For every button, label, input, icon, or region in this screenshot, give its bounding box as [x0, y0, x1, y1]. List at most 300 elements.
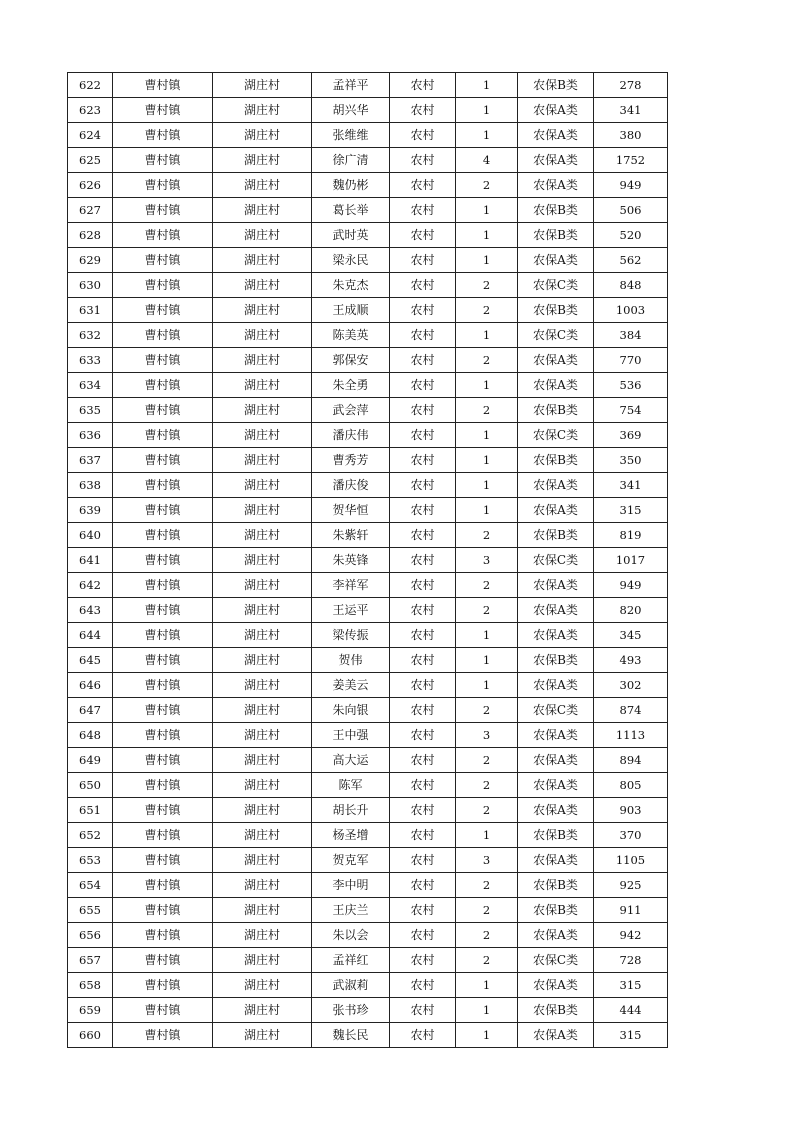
name-cell: 胡兴华 [312, 98, 390, 123]
amount-cell: 345 [594, 623, 668, 648]
people-count-cell: 2 [456, 398, 518, 423]
row-number-cell: 660 [68, 1023, 113, 1048]
amount-cell: 1752 [594, 148, 668, 173]
amount-cell: 903 [594, 798, 668, 823]
village-cell: 湖庄村 [213, 898, 312, 923]
town-cell: 曹村镇 [113, 698, 213, 723]
town-cell: 曹村镇 [113, 523, 213, 548]
people-count-cell: 2 [456, 523, 518, 548]
row-number-cell: 655 [68, 898, 113, 923]
household-type-cell: 农村 [390, 98, 456, 123]
village-cell: 湖庄村 [213, 748, 312, 773]
town-cell: 曹村镇 [113, 648, 213, 673]
people-count-cell: 2 [456, 748, 518, 773]
category-cell: 农保A类 [518, 798, 594, 823]
amount-cell: 820 [594, 598, 668, 623]
amount-cell: 370 [594, 823, 668, 848]
people-count-cell: 1 [456, 123, 518, 148]
name-cell: 李中明 [312, 873, 390, 898]
amount-cell: 315 [594, 498, 668, 523]
amount-cell: 949 [594, 573, 668, 598]
row-number-cell: 657 [68, 948, 113, 973]
category-cell: 农保A类 [518, 848, 594, 873]
village-cell: 湖庄村 [213, 423, 312, 448]
household-type-cell: 农村 [390, 673, 456, 698]
row-number-cell: 652 [68, 823, 113, 848]
category-cell: 农保B类 [518, 523, 594, 548]
town-cell: 曹村镇 [113, 273, 213, 298]
amount-cell: 1105 [594, 848, 668, 873]
category-cell: 农保B类 [518, 898, 594, 923]
people-count-cell: 1 [456, 373, 518, 398]
amount-cell: 562 [594, 248, 668, 273]
people-count-cell: 2 [456, 948, 518, 973]
town-cell: 曹村镇 [113, 898, 213, 923]
row-number-cell: 649 [68, 748, 113, 773]
people-count-cell: 1 [456, 1023, 518, 1048]
household-type-cell: 农村 [390, 898, 456, 923]
table-row [68, 248, 668, 273]
people-count-cell: 1 [456, 223, 518, 248]
table-row [68, 273, 668, 298]
town-cell: 曹村镇 [113, 748, 213, 773]
town-cell: 曹村镇 [113, 848, 213, 873]
row-number-cell: 650 [68, 773, 113, 798]
people-count-cell: 1 [456, 248, 518, 273]
category-cell: 农保B类 [518, 398, 594, 423]
table-row [68, 648, 668, 673]
town-cell: 曹村镇 [113, 673, 213, 698]
row-number-cell: 632 [68, 323, 113, 348]
people-count-cell: 1 [456, 623, 518, 648]
town-cell: 曹村镇 [113, 73, 213, 98]
table-row [68, 998, 668, 1023]
table-row [68, 173, 668, 198]
row-number-cell: 643 [68, 598, 113, 623]
table-row [68, 498, 668, 523]
village-cell: 湖庄村 [213, 798, 312, 823]
town-cell: 曹村镇 [113, 98, 213, 123]
people-count-cell: 2 [456, 298, 518, 323]
table-row [68, 98, 668, 123]
name-cell: 王成顺 [312, 298, 390, 323]
town-cell: 曹村镇 [113, 873, 213, 898]
people-count-cell: 2 [456, 798, 518, 823]
town-cell: 曹村镇 [113, 923, 213, 948]
table-row [68, 698, 668, 723]
amount-cell: 493 [594, 648, 668, 673]
table-row [68, 398, 668, 423]
table-row [68, 548, 668, 573]
table-row [68, 348, 668, 373]
name-cell: 曹秀芳 [312, 448, 390, 473]
name-cell: 朱全勇 [312, 373, 390, 398]
row-number-cell: 656 [68, 923, 113, 948]
people-count-cell: 1 [456, 323, 518, 348]
amount-cell: 380 [594, 123, 668, 148]
name-cell: 张维维 [312, 123, 390, 148]
category-cell: 农保A类 [518, 173, 594, 198]
category-cell: 农保B类 [518, 73, 594, 98]
row-number-cell: 636 [68, 423, 113, 448]
amount-cell: 1003 [594, 298, 668, 323]
people-count-cell: 1 [456, 423, 518, 448]
row-number-cell: 628 [68, 223, 113, 248]
village-cell: 湖庄村 [213, 248, 312, 273]
name-cell: 朱克杰 [312, 273, 390, 298]
row-number-cell: 629 [68, 248, 113, 273]
row-number-cell: 626 [68, 173, 113, 198]
household-type-cell: 农村 [390, 473, 456, 498]
amount-cell: 805 [594, 773, 668, 798]
people-count-cell: 1 [456, 998, 518, 1023]
table-row [68, 748, 668, 773]
household-type-cell: 农村 [390, 323, 456, 348]
household-type-cell: 农村 [390, 498, 456, 523]
people-count-cell: 2 [456, 573, 518, 598]
town-cell: 曹村镇 [113, 198, 213, 223]
town-cell: 曹村镇 [113, 398, 213, 423]
household-type-cell: 农村 [390, 373, 456, 398]
row-number-cell: 627 [68, 198, 113, 223]
village-cell: 湖庄村 [213, 698, 312, 723]
household-type-cell: 农村 [390, 448, 456, 473]
category-cell: 农保A类 [518, 123, 594, 148]
village-cell: 湖庄村 [213, 323, 312, 348]
village-cell: 湖庄村 [213, 673, 312, 698]
category-cell: 农保A类 [518, 573, 594, 598]
table-row [68, 723, 668, 748]
category-cell: 农保A类 [518, 748, 594, 773]
table-row [68, 948, 668, 973]
row-number-cell: 645 [68, 648, 113, 673]
town-cell: 曹村镇 [113, 773, 213, 798]
amount-cell: 1113 [594, 723, 668, 748]
town-cell: 曹村镇 [113, 723, 213, 748]
household-type-cell: 农村 [390, 398, 456, 423]
category-cell: 农保A类 [518, 248, 594, 273]
row-number-cell: 635 [68, 398, 113, 423]
table-body [68, 73, 668, 1048]
village-cell: 湖庄村 [213, 873, 312, 898]
people-count-cell: 1 [456, 198, 518, 223]
amount-cell: 874 [594, 698, 668, 723]
table-row [68, 473, 668, 498]
category-cell: 农保A类 [518, 148, 594, 173]
table-row [68, 823, 668, 848]
name-cell: 孟祥红 [312, 948, 390, 973]
category-cell: 农保B类 [518, 873, 594, 898]
household-type-cell: 农村 [390, 523, 456, 548]
people-count-cell: 1 [456, 73, 518, 98]
table-row [68, 598, 668, 623]
amount-cell: 925 [594, 873, 668, 898]
amount-cell: 894 [594, 748, 668, 773]
name-cell: 李祥军 [312, 573, 390, 598]
name-cell: 魏仍彬 [312, 173, 390, 198]
people-count-cell: 1 [456, 823, 518, 848]
table-row [68, 523, 668, 548]
table-row [68, 223, 668, 248]
table-row [68, 773, 668, 798]
name-cell: 武会萍 [312, 398, 390, 423]
town-cell: 曹村镇 [113, 123, 213, 148]
household-type-cell: 农村 [390, 73, 456, 98]
village-cell: 湖庄村 [213, 948, 312, 973]
village-cell: 湖庄村 [213, 273, 312, 298]
village-cell: 湖庄村 [213, 723, 312, 748]
people-count-cell: 1 [456, 473, 518, 498]
household-type-cell: 农村 [390, 698, 456, 723]
people-count-cell: 1 [456, 448, 518, 473]
category-cell: 农保C类 [518, 698, 594, 723]
village-cell: 湖庄村 [213, 973, 312, 998]
name-cell: 梁永民 [312, 248, 390, 273]
table-row [68, 448, 668, 473]
town-cell: 曹村镇 [113, 598, 213, 623]
household-type-cell: 农村 [390, 873, 456, 898]
amount-cell: 942 [594, 923, 668, 948]
household-type-cell: 农村 [390, 148, 456, 173]
name-cell: 魏长民 [312, 1023, 390, 1048]
row-number-cell: 640 [68, 523, 113, 548]
name-cell: 胡长升 [312, 798, 390, 823]
village-cell: 湖庄村 [213, 498, 312, 523]
row-number-cell: 659 [68, 998, 113, 1023]
people-count-cell: 3 [456, 848, 518, 873]
household-type-cell: 农村 [390, 173, 456, 198]
town-cell: 曹村镇 [113, 998, 213, 1023]
category-cell: 农保A类 [518, 473, 594, 498]
table-row [68, 898, 668, 923]
table-row [68, 673, 668, 698]
row-number-cell: 654 [68, 873, 113, 898]
table-row [68, 423, 668, 448]
household-type-cell: 农村 [390, 848, 456, 873]
category-cell: 农保A类 [518, 498, 594, 523]
name-cell: 王运平 [312, 598, 390, 623]
people-count-cell: 1 [456, 648, 518, 673]
name-cell: 朱紫轩 [312, 523, 390, 548]
household-type-cell: 农村 [390, 548, 456, 573]
town-cell: 曹村镇 [113, 498, 213, 523]
village-cell: 湖庄村 [213, 773, 312, 798]
table-row [68, 798, 668, 823]
household-type-cell: 农村 [390, 598, 456, 623]
name-cell: 杨圣增 [312, 823, 390, 848]
household-type-cell: 农村 [390, 998, 456, 1023]
village-cell: 湖庄村 [213, 923, 312, 948]
category-cell: 农保A类 [518, 98, 594, 123]
town-cell: 曹村镇 [113, 323, 213, 348]
amount-cell: 819 [594, 523, 668, 548]
row-number-cell: 653 [68, 848, 113, 873]
amount-cell: 315 [594, 973, 668, 998]
village-cell: 湖庄村 [213, 98, 312, 123]
amount-cell: 1017 [594, 548, 668, 573]
amount-cell: 444 [594, 998, 668, 1023]
amount-cell: 848 [594, 273, 668, 298]
row-number-cell: 639 [68, 498, 113, 523]
town-cell: 曹村镇 [113, 298, 213, 323]
row-number-cell: 637 [68, 448, 113, 473]
category-cell: 农保B类 [518, 198, 594, 223]
name-cell: 葛长举 [312, 198, 390, 223]
name-cell: 贺华恒 [312, 498, 390, 523]
table-row [68, 848, 668, 873]
name-cell: 梁传振 [312, 623, 390, 648]
category-cell: 农保A类 [518, 723, 594, 748]
name-cell: 陈军 [312, 773, 390, 798]
row-number-cell: 622 [68, 73, 113, 98]
village-cell: 湖庄村 [213, 1023, 312, 1048]
amount-cell: 350 [594, 448, 668, 473]
category-cell: 农保C类 [518, 423, 594, 448]
table-row [68, 373, 668, 398]
category-cell: 农保B类 [518, 223, 594, 248]
people-count-cell: 2 [456, 698, 518, 723]
category-cell: 农保C类 [518, 323, 594, 348]
town-cell: 曹村镇 [113, 223, 213, 248]
people-count-cell: 2 [456, 873, 518, 898]
table-row [68, 573, 668, 598]
amount-cell: 369 [594, 423, 668, 448]
table-row [68, 323, 668, 348]
village-cell: 湖庄村 [213, 123, 312, 148]
people-count-cell: 3 [456, 723, 518, 748]
amount-cell: 384 [594, 323, 668, 348]
household-type-cell: 农村 [390, 948, 456, 973]
category-cell: 农保A类 [518, 973, 594, 998]
household-type-cell: 农村 [390, 648, 456, 673]
village-cell: 湖庄村 [213, 348, 312, 373]
town-cell: 曹村镇 [113, 148, 213, 173]
people-count-cell: 3 [456, 548, 518, 573]
amount-cell: 754 [594, 398, 668, 423]
name-cell: 徐广清 [312, 148, 390, 173]
row-number-cell: 634 [68, 373, 113, 398]
town-cell: 曹村镇 [113, 798, 213, 823]
people-count-cell: 2 [456, 773, 518, 798]
amount-cell: 536 [594, 373, 668, 398]
town-cell: 曹村镇 [113, 573, 213, 598]
household-type-cell: 农村 [390, 348, 456, 373]
village-cell: 湖庄村 [213, 848, 312, 873]
village-cell: 湖庄村 [213, 398, 312, 423]
people-count-cell: 2 [456, 173, 518, 198]
category-cell: 农保A类 [518, 923, 594, 948]
people-count-cell: 1 [456, 673, 518, 698]
name-cell: 潘庆俊 [312, 473, 390, 498]
name-cell: 朱英锋 [312, 548, 390, 573]
row-number-cell: 658 [68, 973, 113, 998]
village-cell: 湖庄村 [213, 623, 312, 648]
amount-cell: 341 [594, 98, 668, 123]
table-row [68, 923, 668, 948]
people-count-cell: 1 [456, 498, 518, 523]
category-cell: 农保C类 [518, 273, 594, 298]
name-cell: 贺克军 [312, 848, 390, 873]
household-type-cell: 农村 [390, 623, 456, 648]
village-cell: 湖庄村 [213, 73, 312, 98]
town-cell: 曹村镇 [113, 348, 213, 373]
category-cell: 农保A类 [518, 598, 594, 623]
village-cell: 湖庄村 [213, 173, 312, 198]
table-row [68, 873, 668, 898]
household-type-cell: 农村 [390, 423, 456, 448]
household-type-cell: 农村 [390, 923, 456, 948]
amount-cell: 949 [594, 173, 668, 198]
village-cell: 湖庄村 [213, 223, 312, 248]
name-cell: 武时英 [312, 223, 390, 248]
row-number-cell: 631 [68, 298, 113, 323]
row-number-cell: 641 [68, 548, 113, 573]
village-cell: 湖庄村 [213, 198, 312, 223]
household-type-cell: 农村 [390, 298, 456, 323]
village-cell: 湖庄村 [213, 573, 312, 598]
village-cell: 湖庄村 [213, 548, 312, 573]
town-cell: 曹村镇 [113, 473, 213, 498]
category-cell: 农保B类 [518, 648, 594, 673]
table-row [68, 73, 668, 98]
name-cell: 高大运 [312, 748, 390, 773]
household-type-cell: 农村 [390, 773, 456, 798]
name-cell: 张书珍 [312, 998, 390, 1023]
village-cell: 湖庄村 [213, 448, 312, 473]
category-cell: 农保A类 [518, 1023, 594, 1048]
row-number-cell: 648 [68, 723, 113, 748]
amount-cell: 315 [594, 1023, 668, 1048]
name-cell: 王庆兰 [312, 898, 390, 923]
town-cell: 曹村镇 [113, 823, 213, 848]
household-type-cell: 农村 [390, 973, 456, 998]
people-count-cell: 2 [456, 898, 518, 923]
household-type-cell: 农村 [390, 123, 456, 148]
village-cell: 湖庄村 [213, 473, 312, 498]
amount-cell: 770 [594, 348, 668, 373]
table-row [68, 298, 668, 323]
name-cell: 孟祥平 [312, 73, 390, 98]
category-cell: 农保A类 [518, 373, 594, 398]
name-cell: 朱向银 [312, 698, 390, 723]
name-cell: 潘庆伟 [312, 423, 390, 448]
village-cell: 湖庄村 [213, 148, 312, 173]
row-number-cell: 630 [68, 273, 113, 298]
village-cell: 湖庄村 [213, 998, 312, 1023]
row-number-cell: 625 [68, 148, 113, 173]
amount-cell: 341 [594, 473, 668, 498]
town-cell: 曹村镇 [113, 248, 213, 273]
household-type-cell: 农村 [390, 248, 456, 273]
household-type-cell: 农村 [390, 798, 456, 823]
town-cell: 曹村镇 [113, 173, 213, 198]
people-count-cell: 2 [456, 923, 518, 948]
category-cell: 农保A类 [518, 773, 594, 798]
village-cell: 湖庄村 [213, 523, 312, 548]
town-cell: 曹村镇 [113, 948, 213, 973]
table-row [68, 973, 668, 998]
name-cell: 陈美英 [312, 323, 390, 348]
row-number-cell: 624 [68, 123, 113, 148]
amount-cell: 728 [594, 948, 668, 973]
town-cell: 曹村镇 [113, 373, 213, 398]
amount-cell: 506 [594, 198, 668, 223]
table-row [68, 623, 668, 648]
people-count-cell: 4 [456, 148, 518, 173]
name-cell: 朱以会 [312, 923, 390, 948]
category-cell: 农保B类 [518, 823, 594, 848]
row-number-cell: 642 [68, 573, 113, 598]
